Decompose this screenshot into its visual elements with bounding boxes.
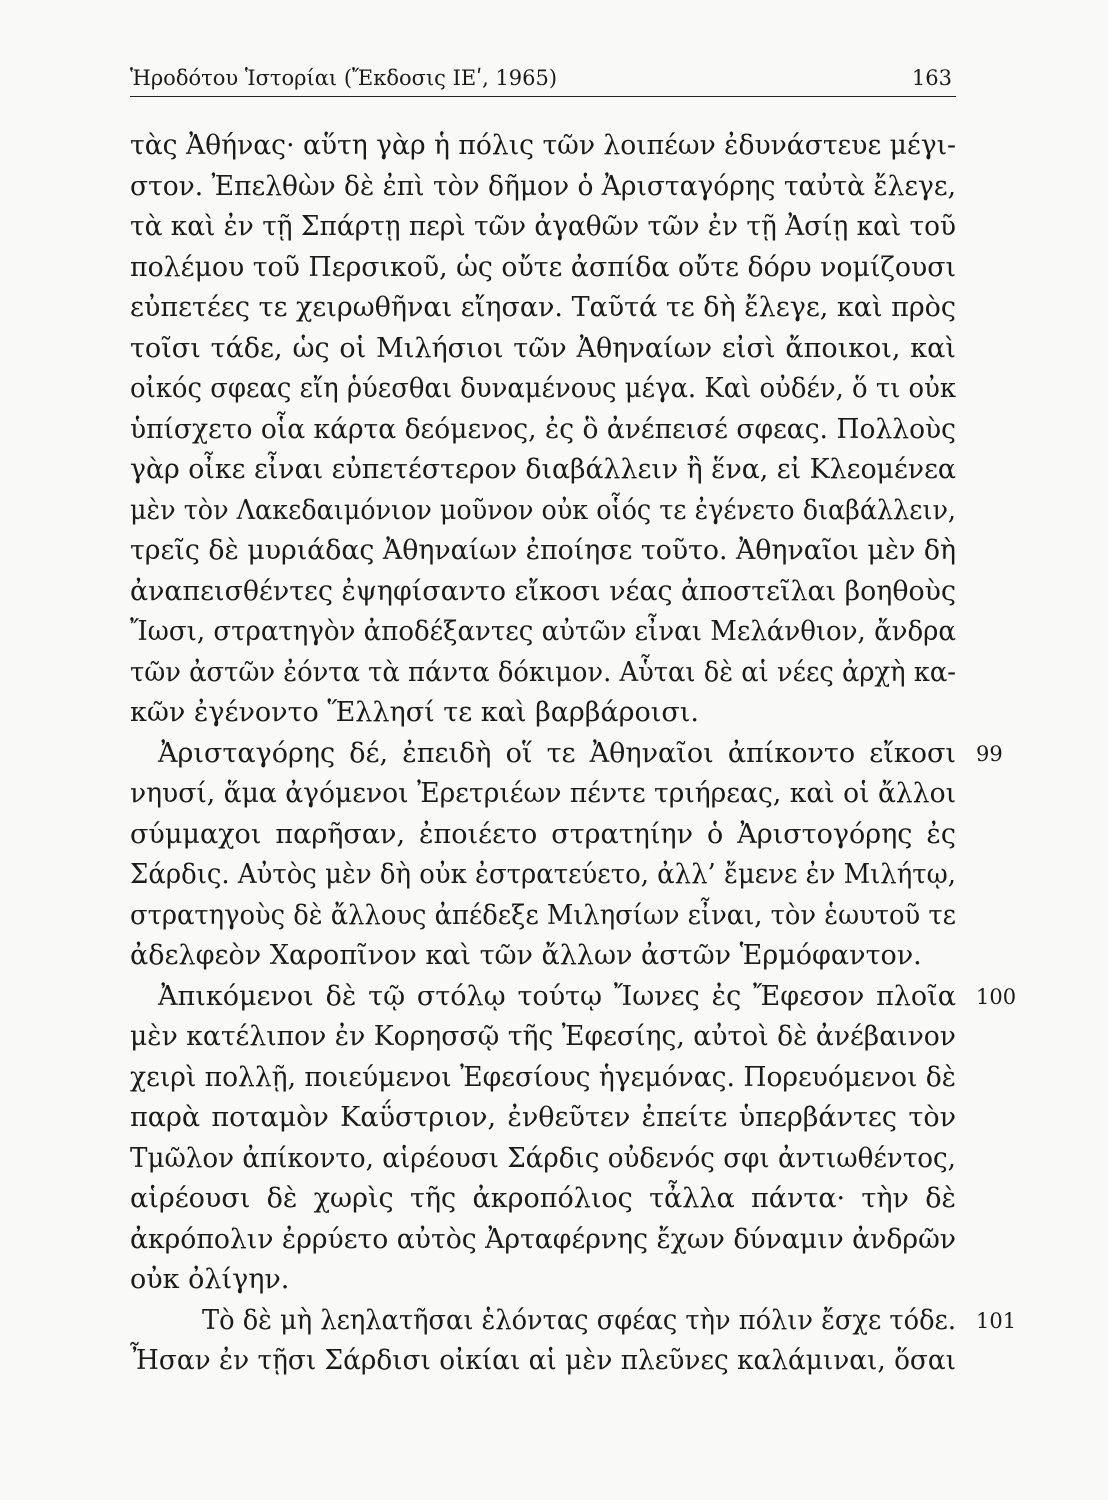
paragraph — [130, 126, 956, 734]
text-line — [130, 1260, 956, 1301]
line-text: στρατηγοὺς δὲ ἄλλους ἀπέδεξε Μιλησίων εἶναι, τὸν ἑωυτοῦ τε — [130, 899, 956, 931]
line-text: Ἦσαν ἐν τῇσι Σάρδισι οἰκίαι αἱ μὲν πλεῦνες καλάμιναι, ὅσαι — [130, 1345, 956, 1376]
line-text: τρεῖς δὲ μυριάδας Ἀθηναίων ἐποίησε τοῦτο. Ἀθηναῖοι μὲν δὴ — [130, 535, 956, 566]
running-head-title: Ἡροδότου Ἱστορίαι (Ἔκδοσις ΙΕʹ, 1965) — [130, 66, 558, 90]
body-text — [130, 126, 1017, 1382]
text-line — [130, 653, 956, 694]
text-line — [130, 1098, 956, 1139]
text-line — [130, 1017, 956, 1058]
text-line — [130, 1058, 956, 1099]
line-text: οὐκ ὀλίγην. — [130, 1264, 290, 1295]
text-line — [130, 977, 1017, 1018]
text-line — [130, 531, 956, 572]
line-text: μὲν τὸν Λακεδαιμόνιον μοῦνον οὐκ οἷός τε ἐγένετο διαβάλλειν, — [130, 494, 956, 526]
line-text: Ἀπικόμενοι δὲ τῷ στόλῳ τούτῳ Ἴωνες ἐς Ἔφεσον πλοῖα — [158, 980, 956, 1012]
section-number: 101 — [976, 1308, 1017, 1333]
line-text: πολέμου τοῦ Περσικοῦ, ὡς οὔτε ἀσπίδα οὔτε δόρυ νομίζουσι — [130, 251, 956, 283]
paragraph — [130, 977, 1017, 1301]
line-text: τὰ καὶ ἐν τῇ Σπάρτῃ περὶ τῶν ἀγαθῶν τῶν ἐν τῇ Ἀσίῃ καὶ τοῦ — [130, 211, 956, 242]
text-line — [130, 572, 956, 613]
line-text: γὰρ οἶκε εἶναι εὐπετέστερον διαβάλλειν ἢ ἕνα, εἰ Κλεομένεα — [130, 454, 956, 485]
text-line — [130, 207, 956, 248]
line-text: ὑπίσχετο οἷα κάρτα δεόμενος, ἐς ὃ ἀνέπεισέ σφεας. Πολλοὺς — [130, 413, 956, 445]
section-number: 99 — [976, 741, 1003, 766]
text-line — [130, 450, 956, 491]
line-text: ἀναπεισθέντες ἐψηφίσαντο εἴκοσι νέας ἀποστεῖλαι βοηθοὺς — [130, 575, 956, 607]
paragraph — [130, 734, 1003, 977]
line-text: στον. Ἐπελθὼν δὲ ἐπὶ τὸν δῆμον ὁ Ἀρισταγόρης ταὐτὰ ἔλεγε, — [130, 170, 956, 202]
paragraph — [130, 1301, 1017, 1382]
line-text: ἀκρόπολιν ἐρρύετο αὐτὸς Ἀρταφέρνης ἔχων δύναμιν ἀνδρῶν — [130, 1223, 956, 1255]
text-line — [130, 369, 956, 410]
text-line — [130, 126, 956, 167]
line-text: αἱρέουσι δὲ χωρὶς τῆς ἀκροπόλιος τἆλλα πάντα· τὴν δὲ — [130, 1183, 956, 1214]
line-text: Τμῶλον ἀπίκοντο, αἱρέουσι Σάρδις οὐδενός σφι ἀντιωθέντος, — [130, 1142, 956, 1174]
text-line — [130, 734, 1003, 775]
text-line — [130, 329, 956, 370]
text-line — [130, 1341, 956, 1382]
text-line — [130, 1179, 956, 1220]
text-line — [130, 936, 956, 977]
text-line — [130, 1139, 956, 1180]
text-line — [130, 288, 956, 329]
text-line — [130, 855, 956, 896]
text-line — [130, 896, 956, 937]
line-text: παρὰ ποταμὸν Καΰστριον, ἐνθεῦτεν ἐπείτε ὑπερβάντες τὸν — [130, 1102, 956, 1133]
text-line — [130, 1301, 1017, 1342]
line-text: τοῖσι τάδε, ὡς οἱ Μιλήσιοι τῶν Ἀθηναίων εἰσὶ ἄποικοι, καὶ — [130, 332, 956, 364]
line-text: οἰκός σφεας εἴη ῥύεσθαι δυναμένους μέγα. Καὶ οὐδέν, ὅ τι οὐκ — [130, 373, 956, 404]
line-text: νηυσί, ἅμα ἀγόμενοι Ἐρετριέων πέντε τριήρεας, καὶ οἱ ἄλλοι — [130, 778, 956, 809]
line-text: σύμμαχοι παρῆσαν, ἐποιέετο στρατηίην ὁ Ἀριστογόρης ἐς — [130, 818, 956, 850]
header-rule — [130, 96, 956, 97]
text-line — [130, 248, 956, 289]
text-line — [130, 167, 956, 208]
text-line — [130, 1220, 956, 1261]
line-text: Ἀρισταγόρης δέ, ἐπειδὴ οἵ τε Ἀθηναῖοι ἀπίκοντο εἴκοσι — [158, 737, 956, 769]
page-number: 163 — [911, 66, 952, 90]
text-line — [130, 491, 956, 532]
text-line — [130, 693, 956, 734]
line-text: κῶν ἐγένοντο Ἕλλησί τε καὶ βαρβάροισι. — [130, 697, 699, 728]
line-text: ἀδελφεὸν Χαροπῖνον καὶ τῶν ἄλλων ἀστῶν Ἑρμόφαντον. — [130, 940, 922, 971]
section-number: 100 — [976, 984, 1017, 1009]
text-line — [130, 815, 956, 856]
line-text: μὲν κατέλιπον ἐν Κορησσῷ τῆς Ἐφεσίης, αὐτοὶ δὲ ἀνέβαινον — [130, 1021, 956, 1052]
line-text: χειρὶ πολλῇ, ποιεύμενοι Ἐφεσίους ἡγεμόνας. Πορευόμενοι δὲ — [130, 1061, 956, 1093]
running-head — [130, 64, 956, 92]
line-text: Ἴωσι, στρατηγὸν ἀποδέξαντες αὐτῶν εἶναι Μελάνθιον, ἄνδρα — [130, 616, 956, 647]
text-line — [130, 774, 956, 815]
line-text: εὐπετέες τε χειρωθῆναι εἴησαν. Ταῦτά τε δὴ ἔλεγε, καὶ πρὸς — [130, 292, 956, 323]
text-line — [130, 410, 956, 451]
line-text: τὰς Ἀθήνας· αὕτη γὰρ ἡ πόλις τῶν λοιπέων ἐδυνάστευε μέγι- — [130, 130, 956, 161]
line-text: τῶν ἀστῶν ἐόντα τὰ πάντα δόκιμον. Αὗται δὲ αἱ νέες ἀρχὴ κα- — [130, 656, 956, 688]
text-line — [130, 612, 956, 653]
line-text: Τὸ δὲ μὴ λεηλατῆσαι ἑλόντας σφέας τὴν πόλιν ἔσχε τόδε. — [202, 1304, 956, 1336]
line-text: Σάρδις. Αὐτὸς μὲν δὴ οὐκ ἐστρατεύετο, ἀλλ’ ἔμενε ἐν Μιλήτῳ, — [130, 859, 956, 890]
